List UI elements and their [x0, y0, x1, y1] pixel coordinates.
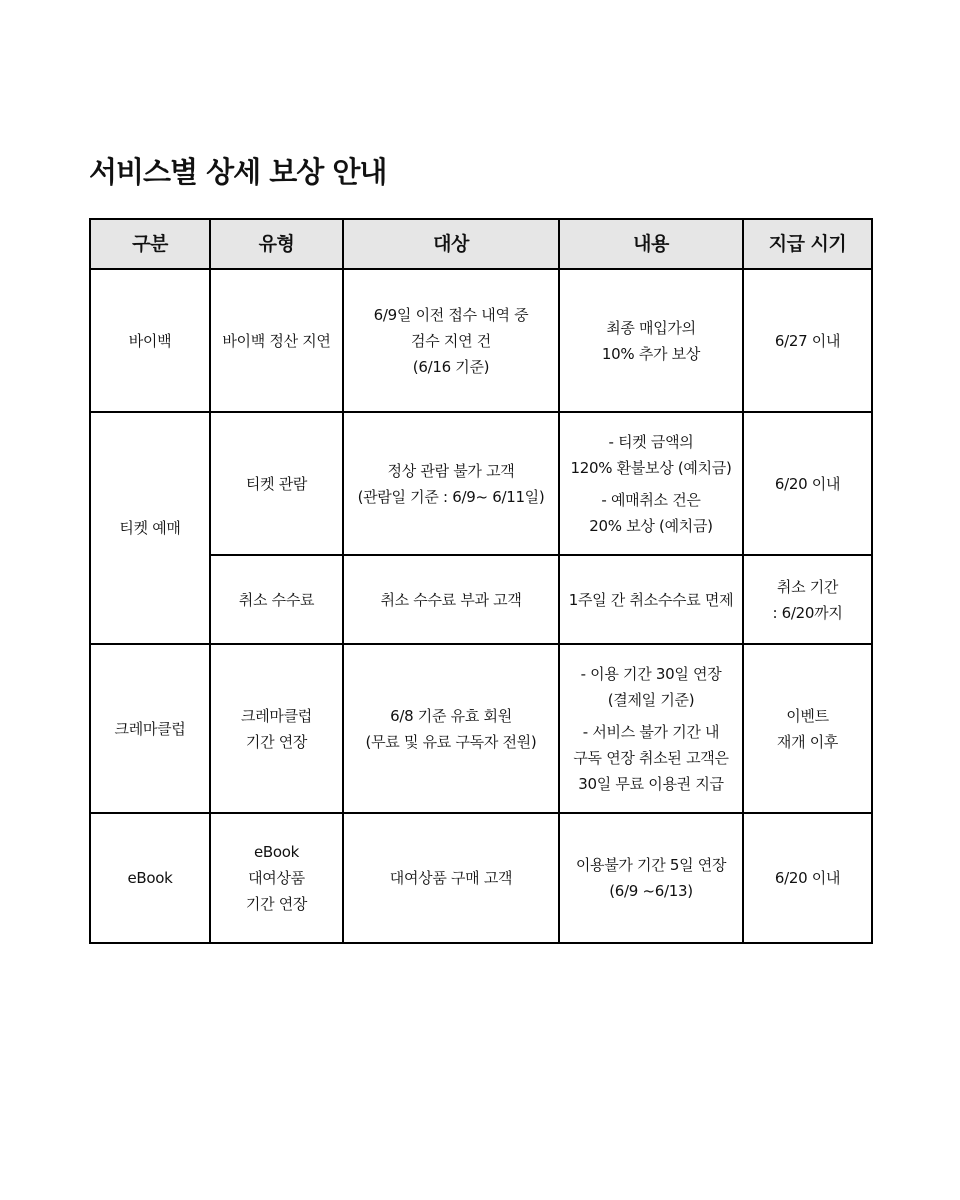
- type-label: 바이백 정산 지연: [222, 331, 331, 350]
- target-line: (관람일 기준 : 6/9~ 6/11일): [357, 487, 545, 506]
- table-row-buyback: [90, 269, 872, 412]
- header-target: 대상: [343, 219, 559, 269]
- cell-timing: [743, 644, 872, 813]
- compensation-table: [89, 218, 873, 944]
- category-label: 바이백: [128, 331, 172, 350]
- timing-line: 재개 이후: [776, 732, 839, 751]
- cell-content: [559, 555, 743, 644]
- content-line: 20% 보상 (예치금): [589, 516, 713, 535]
- table-row-ebook: [90, 813, 872, 943]
- target-line: 정상 관람 불가 고객: [387, 461, 515, 480]
- target-line: 대여상품 구매 고객: [389, 869, 513, 887]
- timing-label: 6/27 이내: [774, 331, 841, 350]
- page-title: 서비스별 상세 보상 안내: [89, 155, 387, 189]
- timing-label: 6/20 이내: [774, 869, 841, 887]
- type-label: 티켓 관람: [245, 474, 308, 493]
- cell-target: [343, 813, 559, 943]
- type-line: 크레마클럽: [241, 706, 312, 725]
- header-content: 내용: [559, 219, 743, 269]
- target-line: (6/16 기준): [412, 357, 490, 376]
- content-line: - 서비스 불가 기간 내: [582, 722, 720, 741]
- category-label: 크레마클럽: [114, 719, 186, 738]
- cell-target: [343, 412, 559, 555]
- category-label: 티켓 예매: [119, 519, 181, 537]
- cell-content: [559, 644, 743, 813]
- table-row-crema: [90, 644, 872, 813]
- cell-category: [90, 269, 210, 412]
- cell-type: [210, 813, 343, 943]
- timing-line: 취소 기간: [776, 577, 839, 596]
- content-line: - 예매취소 건은: [601, 490, 701, 509]
- header-row: [90, 219, 872, 269]
- content-line: 최종 매입가의: [606, 318, 696, 337]
- content-line: (6/9 ~6/13): [609, 882, 693, 900]
- type-line: 기간 연장: [245, 732, 308, 751]
- cell-target: [343, 644, 559, 813]
- target-line: 취소 수수료 부과 고객: [380, 590, 522, 609]
- content-line: - 티켓 금액의: [608, 432, 694, 451]
- timing-line: 이벤트: [786, 706, 829, 725]
- content-line: 1주일 간 취소수수료 면제: [568, 590, 734, 609]
- cell-target: [343, 555, 559, 644]
- cell-timing: [743, 412, 872, 555]
- timing-label: 6/20 이내: [774, 474, 841, 493]
- content-line: 10% 추가 보상: [601, 344, 701, 363]
- content-line: - 이용 기간 30일 연장: [580, 664, 722, 683]
- target-line: 6/8 기준 유효 회원: [390, 706, 512, 725]
- content-line: 구독 연장 취소된 고객은: [573, 748, 729, 767]
- cell-timing: [743, 555, 872, 644]
- table-row-ticket-viewing: [90, 412, 872, 555]
- cell-timing: [743, 813, 872, 943]
- cell-content: [559, 269, 743, 412]
- cell-target: [343, 269, 559, 412]
- type-line: 대여상품: [248, 869, 305, 887]
- cell-type: [210, 644, 343, 813]
- target-line: 6/9일 이전 접수 내역 중: [373, 305, 529, 324]
- cell-category: [90, 412, 210, 644]
- header-type: 유형: [210, 219, 343, 269]
- cell-content: [559, 813, 743, 943]
- category-label: eBook: [127, 869, 173, 887]
- cell-type: [210, 412, 343, 555]
- content-line: 30일 무료 이용권 지급: [578, 774, 724, 793]
- target-line: (무료 및 유료 구독자 전원): [365, 732, 537, 751]
- type-label: 취소 수수료: [238, 590, 315, 609]
- content-line: 이용불가 기간 5일 연장: [575, 856, 727, 874]
- content-line: (결제일 기준): [607, 690, 695, 709]
- timing-line: : 6/20까지: [772, 603, 843, 622]
- cell-category: [90, 813, 210, 943]
- cell-type: [210, 555, 343, 644]
- target-line: 검수 지연 건: [411, 331, 491, 350]
- cell-timing: [743, 269, 872, 412]
- type-line: eBook: [253, 843, 300, 861]
- header-timing: 지급 시기: [743, 219, 872, 269]
- cell-type: [210, 269, 343, 412]
- cell-category: [90, 644, 210, 813]
- content-line: 120% 환불보상 (예치금): [570, 458, 732, 477]
- type-line: 기간 연장: [245, 895, 308, 913]
- header-category: 구분: [90, 219, 210, 269]
- cell-content: [559, 412, 743, 555]
